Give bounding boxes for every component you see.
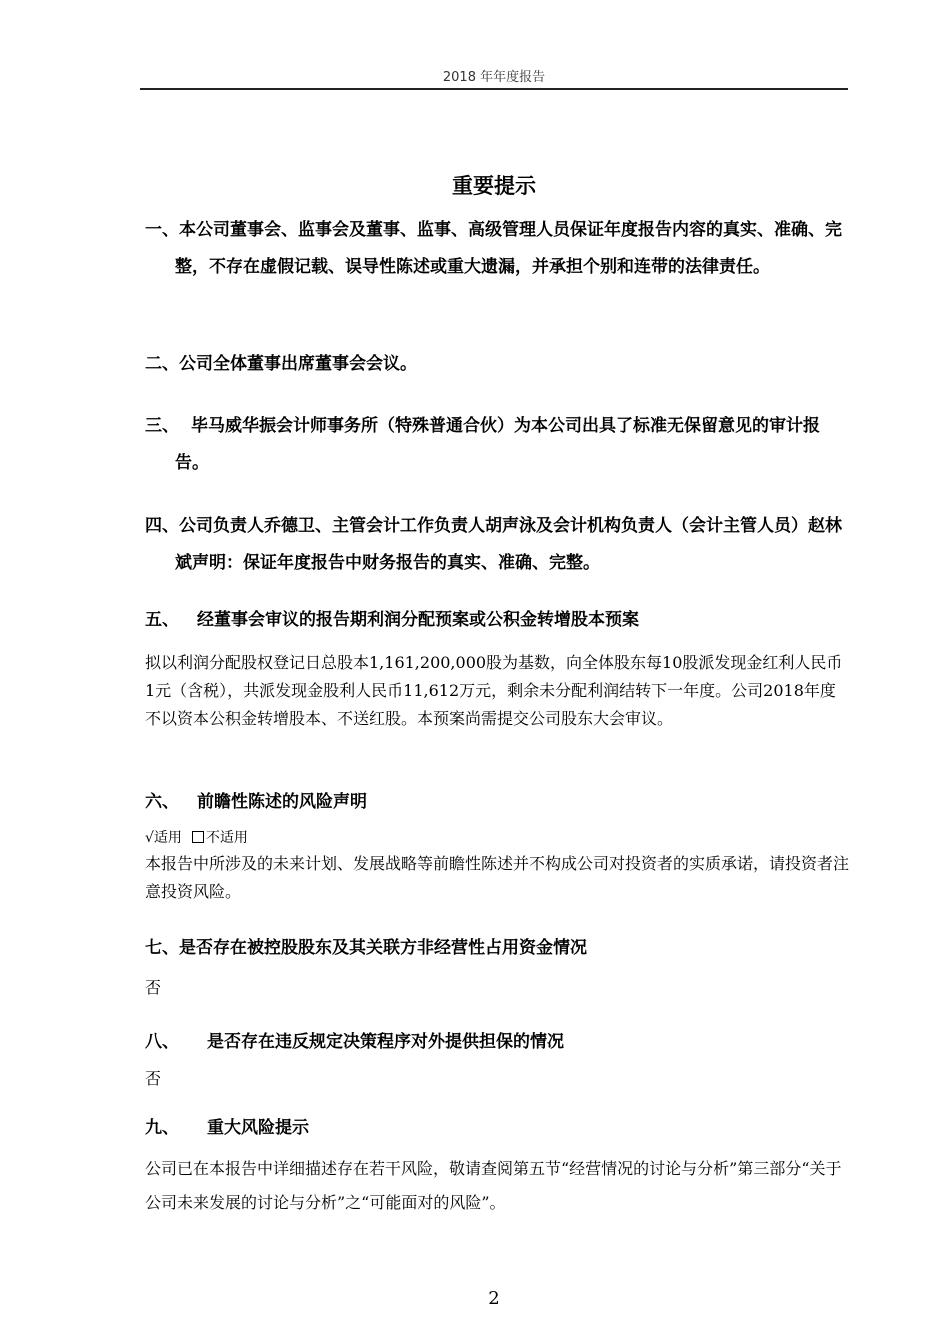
page-title: 重要提示 (452, 174, 536, 198)
applicable-label: 适用 (153, 830, 182, 846)
section-8-answer: 否 (145, 1069, 162, 1088)
not-applicable-label: 不适用 (205, 830, 248, 846)
section-8-number: 八、 (145, 1032, 179, 1052)
running-header: 2018 年年度报告 (442, 70, 546, 85)
page-number: 2 (488, 1288, 500, 1309)
section-6-number: 六、 (145, 792, 179, 812)
section-7 (145, 933, 850, 963)
section-1-number: 一、 (145, 220, 179, 240)
section-4-number: 四、 (145, 516, 179, 536)
applicability-checkboxes (145, 827, 248, 847)
section-3-number: 三、 (145, 416, 179, 436)
section-8-text: 是否存在违反规定决策程序对外提供担保的情况 (207, 1032, 564, 1052)
section-4-text: 公司负责人乔德卫、主管会计工作负责人胡声泳及会计机构负责人（会计主管人员）赵林斌声明：保证年度报告中财务报告的真实、准确、完整。 (175, 516, 842, 573)
section-5 (145, 605, 850, 635)
empty-checkbox-icon (192, 831, 204, 843)
checkmark-icon: √ (145, 830, 154, 846)
section-9-paragraph: 公司已在本报告中详细描述存在若干风险，敬请查阅第五节“经营情况的讨论与分析”第三部分“关于公司未来发展的讨论与分析”之“可能面对的风险”。 (145, 1159, 842, 1212)
section-9 (145, 1113, 850, 1143)
section-9-text: 重大风险提示 (207, 1118, 309, 1138)
section-7-text: 是否存在被控股股东及其关联方非经营性占用资金情况 (179, 938, 587, 958)
section-6-text: 前瞻性陈述的风险声明 (197, 792, 367, 812)
section-8 (145, 1027, 850, 1057)
section-5-number: 五、 (145, 610, 179, 630)
section-1 (145, 212, 850, 286)
section-3 (145, 408, 850, 482)
section-6-paragraph: 本报告中所涉及的未来计划、发展战略等前瞻性陈述并不构成公司对投资者的实质承诺，请投资者注意投资风险。 (145, 854, 850, 901)
section-6 (145, 787, 850, 817)
section-3-text: 毕马威华振会计师事务所（特殊普通合伙）为本公司出具了标准无保留意见的审计报告。 (175, 416, 820, 473)
section-2 (145, 346, 850, 383)
section-9-number: 九、 (145, 1118, 179, 1138)
section-1-text: 本公司董事会、监事会及董事、监事、高级管理人员保证年度报告内容的真实、准确、完整，不存在虚假记载、误导性陈述或重大遗漏，并承担个别和连带的法律责任。 (175, 220, 842, 277)
header-rule (140, 88, 848, 90)
section-5-paragraph: 拟以利润分配股权登记日总股本1,161,200,000股为基数，向全体股东每10股派发现金红利人民币1元（含税），共派发现金股利人民币11,612万元，剩余未分配利润结转下一年度。公司2018年度不以资本公积金转增股本、不送红股。本预案尚需提交公司股东大会审议。 (145, 653, 843, 728)
section-2-text: 公司全体董事出席董事会会议。 (179, 354, 417, 374)
section-7-number: 七、 (145, 938, 179, 958)
section-7-answer: 否 (145, 978, 162, 997)
section-2-number: 二、 (145, 354, 179, 374)
section-5-text: 经董事会审议的报告期利润分配预案或公积金转增股本预案 (197, 610, 639, 630)
section-4 (145, 508, 850, 582)
